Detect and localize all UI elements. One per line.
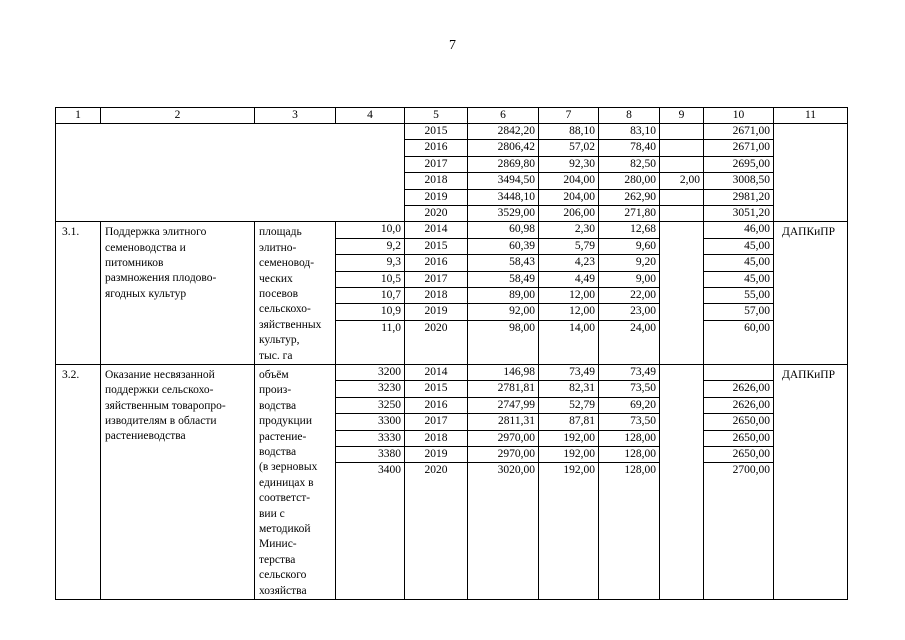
empty-merged-cell: [56, 124, 405, 222]
col-header: 2: [101, 108, 255, 124]
measure-description: Оказание несвязанной поддержки сельскохо- зяйственным товаропро- изводителям в области растениеводства: [101, 365, 255, 600]
col6-values: 60,98 60,39 58,43 58,49 89,00 92,00 98,00: [468, 222, 539, 365]
col9-values: [660, 365, 704, 600]
col4-values: 3200 3230 3250 3300 3330 3380 3400: [336, 365, 405, 600]
year-cell: 2014 2015 2016 2017 2018 2019 2020: [405, 222, 468, 365]
measure-description: Поддержка элитного семеноводства и питомников размножения плодово- ягодных культур: [101, 222, 255, 365]
col-header: 1: [56, 108, 101, 124]
col8-values: 83,10 78,40 82,50 280,00 262,90 271,80: [599, 124, 660, 222]
continuation-row: [56, 124, 848, 222]
indicator-unit: площадь элитно- семеновод- ческих посевов сельскохо- зяйственных культур, тыс. га: [255, 222, 336, 365]
col7-values: 2,30 5,79 4,23 4,49 12,00 12,00 14,00: [539, 222, 599, 365]
row-number: 3.2.: [56, 365, 101, 600]
responsible-executor: ДАПКиПР: [774, 365, 848, 600]
col-header: 8: [599, 108, 660, 124]
col10-values: 2671,00 2671,00 2695,00 3008,50 2981,20 3051,20: [704, 124, 774, 222]
responsible-executor: ДАПКиПР: [774, 222, 848, 365]
year-cell: 2014 2015 2016 2017 2018 2019 2020: [405, 365, 468, 600]
col-header: 3: [255, 108, 336, 124]
program-table: [55, 107, 848, 600]
col10-values: 46,00 45,00 45,00 45,00 55,00 57,00 60,00: [704, 222, 774, 365]
col8-values: 12,68 9,60 9,20 9,00 22,00 23,00 24,00: [599, 222, 660, 365]
row-3-1: [56, 222, 848, 365]
col7-values: 73,49 82,31 52,79 87,81 192,00 192,00 192,00: [539, 365, 599, 600]
page-number: 7: [449, 38, 456, 53]
header-row: [56, 108, 848, 124]
col10-values: 2626,00 2626,00 2650,00 2650,00 2650,00 2700,00: [704, 365, 774, 600]
col4-values: 10,0 9,2 9,3 10,5 10,7 10,9 11,0: [336, 222, 405, 365]
col-header: 7: [539, 108, 599, 124]
col-header: 5: [405, 108, 468, 124]
col-header: 11: [774, 108, 848, 124]
row-number: 3.1.: [56, 222, 101, 365]
col9-values: 2,00: [660, 124, 704, 222]
empty-cell: [774, 124, 848, 222]
row-3-2: [56, 365, 848, 600]
year-cell: 2015 2016 2017 2018 2019 2020: [405, 124, 468, 222]
col-header: 6: [468, 108, 539, 124]
indicator-unit: объём произ- водства продукции растение- водства (в зерновых единицах в соответст- вии с методикой Минис- терства сельского хозяйства: [255, 365, 336, 600]
col7-values: 88,10 57,02 92,30 204,00 204,00 206,00: [539, 124, 599, 222]
col9-values: [660, 222, 704, 365]
col8-values: 73,49 73,50 69,20 73,50 128,00 128,00 128,00: [599, 365, 660, 600]
col-header: 10: [704, 108, 774, 124]
col-header: 9: [660, 108, 704, 124]
col6-values: 146,98 2781,81 2747,99 2811,31 2970,00 2970,00 3020,00: [468, 365, 539, 600]
col-header: 4: [336, 108, 405, 124]
col6-values: 2842,20 2806,42 2869,80 3494,50 3448,10 3529,00: [468, 124, 539, 222]
